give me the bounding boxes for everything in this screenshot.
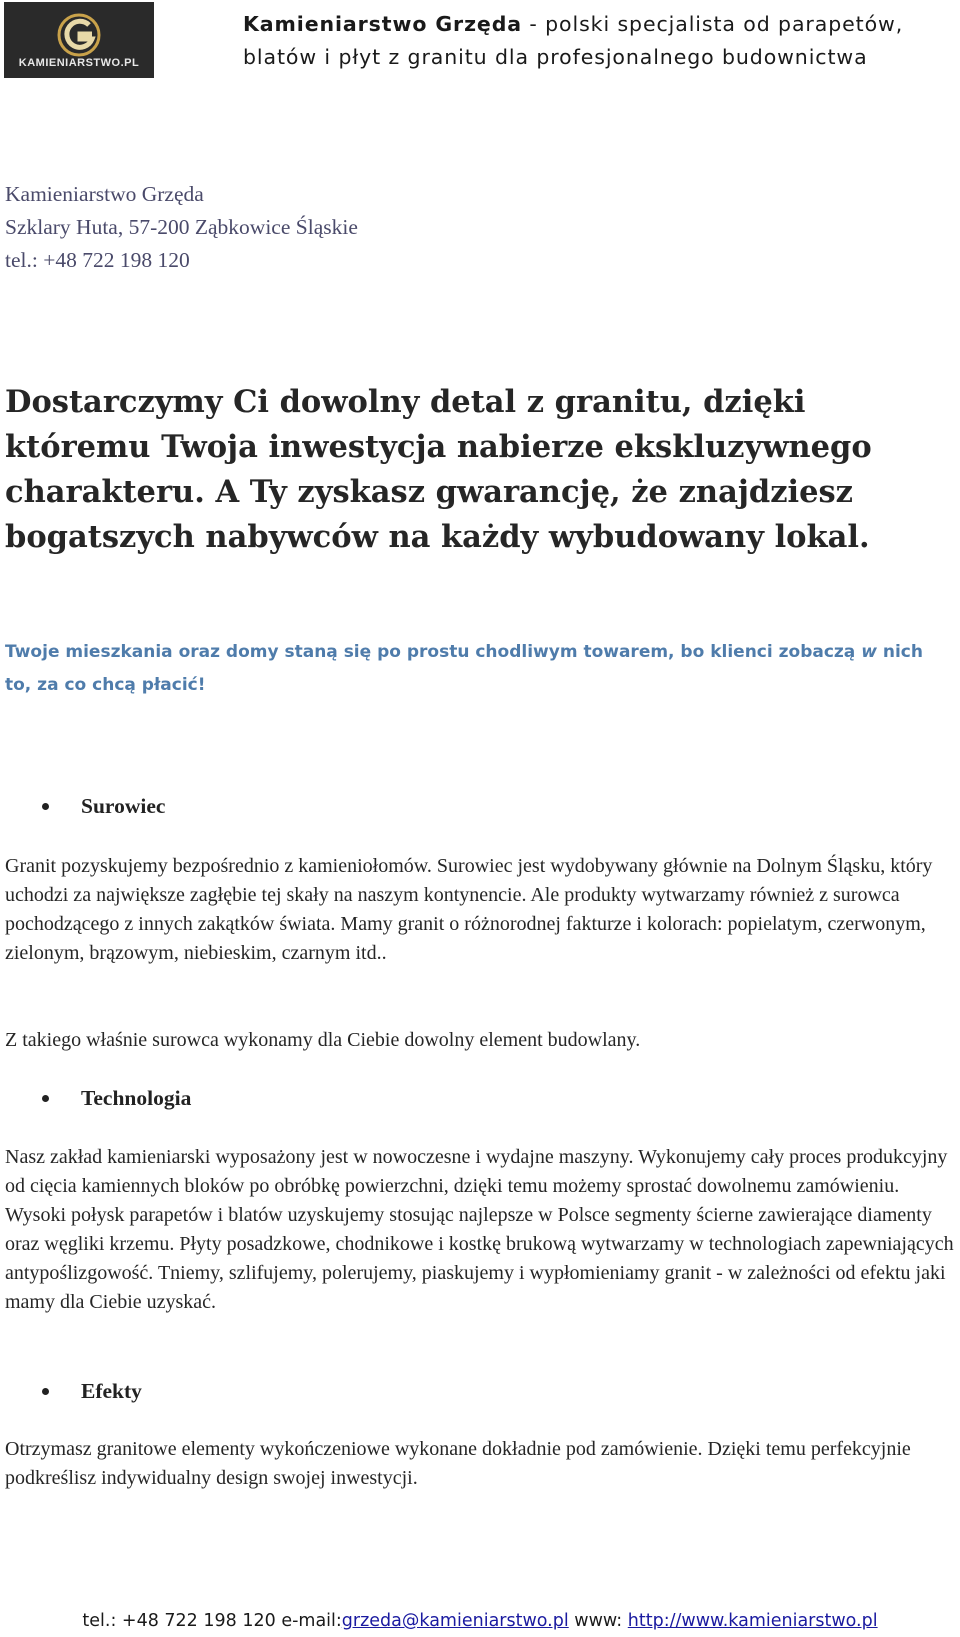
footer (0, 1608, 960, 1634)
letter-g-logo-icon (49, 11, 109, 59)
header-line-2: blatów i płyt z granitu dla profesjonalnego budownictwa (243, 45, 868, 69)
section-title-text: Surowiec (81, 794, 166, 818)
tagline-part-3: nich to, za co chcą płacić! (5, 642, 923, 695)
header-brand: Kamieniarstwo Grzęda (243, 12, 523, 36)
company-logo (4, 2, 154, 78)
contact-name: Kamieniarstwo Grzęda (5, 182, 204, 206)
footer-email-link[interactable]: grzeda@kamieniarstwo.pl (341, 1611, 569, 1631)
footer-www-label: www: (574, 1611, 623, 1631)
tagline-part-1: Twoje mieszkania oraz domy staną się po prostu chodliwym towarem, bo klienci zobaczą (5, 642, 862, 662)
section-title-technologia (42, 1083, 191, 1113)
logo-text: KAMIENIARSTWO.PL (18, 57, 140, 69)
section-title-text: Technologia (81, 1086, 192, 1110)
bullet-icon (42, 1388, 49, 1395)
footer-phone: tel.: +48 722 198 120 (82, 1611, 276, 1631)
header-text (243, 8, 943, 74)
tagline-part-2: w (861, 642, 877, 662)
bullet-icon (42, 803, 49, 810)
bullet-icon (42, 1095, 49, 1102)
contact-address: Szklary Huta, 57-200 Ząbkowice Śląskie (5, 215, 358, 239)
tagline (5, 636, 955, 702)
page-headline: Dostarczymy Ci dowolny detal z granitu, dzięki któremu Twoja inwestycja nabierze ekskluzywnego charakteru. A Ty zyskasz gwarancję, że znajdziesz bogatszych nabywców na każdy wybudowany lokal. (5, 384, 872, 555)
efekty-paragraph-1: Otrzymasz granitowe elementy wykończeniowe wykonane dokładnie pod zamówienie. Dzięki temu perfekcyjnie podkreślisz indywidualny design swojej inwestycji. (5, 1438, 911, 1489)
contact-block (5, 178, 358, 277)
surowiec-paragraph-2: Z takiego właśnie surowca wykonamy dla Ciebie dowolny element budowlany. (5, 1029, 641, 1051)
footer-email-label: e-mail: (281, 1611, 342, 1631)
section-title-text: Efekty (81, 1379, 142, 1403)
section-title-surowiec (42, 791, 165, 821)
technologia-paragraph-1: Nasz zakład kamieniarski wyposażony jest w nowoczesne i wydajne maszyny. Wykonujemy cały proces produkcyjny od cięcia kamiennych bloków po obróbkę powierzchni, dzięki temu możemy sprostać dowolnemu zamówieniu. Wysoki połysk parapetów i blatów uzyskujemy stosując najlepsze w Polsce segmenty ścierne zawierające diamenty oraz węgliki krzemu. Płyty posadzkowe, chodnikowe i kostkę brukową wytwarzamy w technologiach zapewniających antypoślizgowość. Tniemy, szlifujemy, polerujemy, piaskujemy i wypłomieniamy granit - w zależności od efektu jaki mamy dla Ciebie uzyskać. (5, 1146, 954, 1313)
surowiec-paragraph-1: Granit pozyskujemy bezpośrednio z kamieniołomów. Surowiec jest wydobywany głównie na Dolnym Śląsku, który uchodzi za największe zagłębie tej skały na naszym kontynencie. Ale produkty wytwarzamy również z surowca pochodzącego z innych zakątków świata. Mamy granit o różnorodnej fakturze i kolorach: popielatym, czerwonym, zielonym, brązowym, niebieskim, czarnym itd.. (5, 855, 933, 964)
header-line-1-rest: - polski specjalista od parapetów, (522, 12, 904, 36)
contact-phone: tel.: +48 722 198 120 (5, 248, 190, 272)
header-line-1 (243, 8, 943, 41)
section-title-efekty (42, 1376, 142, 1406)
footer-website-link[interactable]: http://www.kamieniarstwo.pl (627, 1611, 878, 1631)
